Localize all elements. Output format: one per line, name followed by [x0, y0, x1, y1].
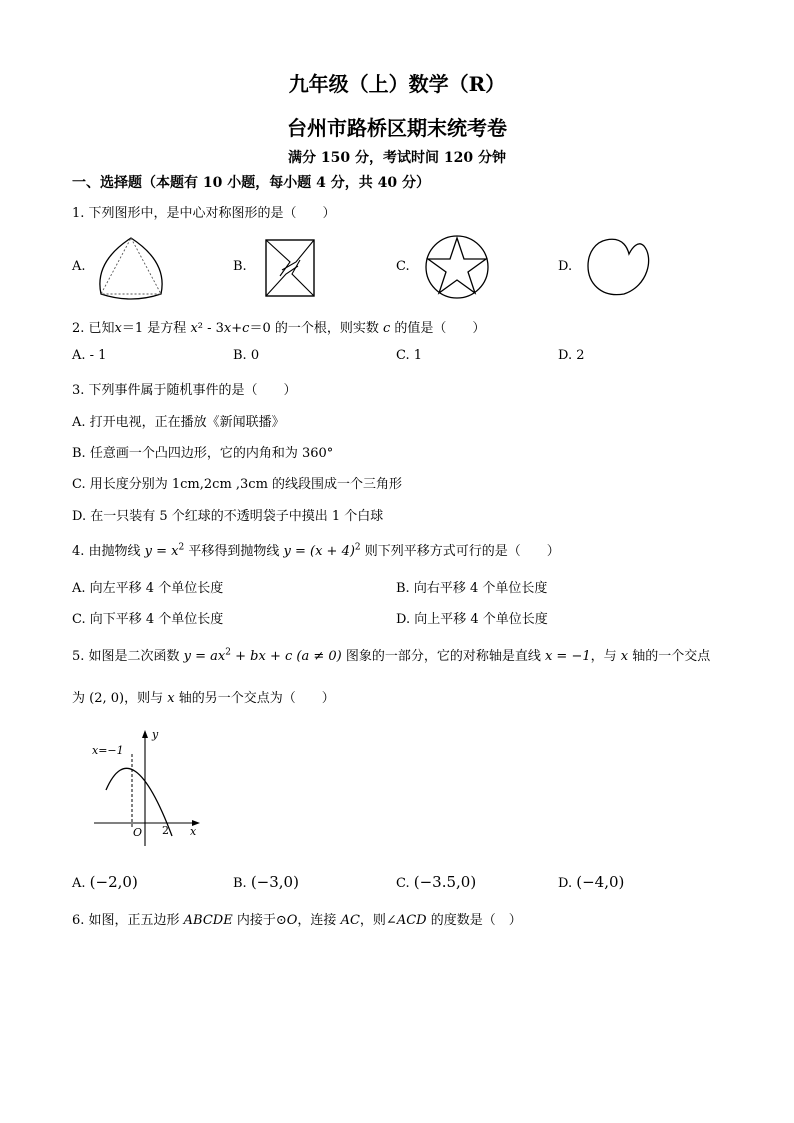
question-6-stem: 6. 如图，正五边形 ABCDE 内接于⊙O，连接 AC，则∠ACD 的度数是（ ）	[72, 913, 522, 928]
question-5-stem-line1: 5. 如图是二次函数 $y = ax^2$ + bx + c (a ≠ 0) 图象的一部分，它的对称轴是直线 x = −1，与 x 轴的一个交点	[72, 647, 711, 664]
q4-option-b: B. 向右平移 4 个单位长度	[396, 581, 548, 596]
symmetry-axis-label: x=−1	[92, 744, 124, 757]
q5-option-d: D. (−4,0)	[558, 873, 625, 891]
question-2-stem: 2. 已知x＝1 是方程 x² - 3x+c＝0 的一个根，则实数 c 的值是（ ）	[72, 321, 486, 336]
q3-option-a: A. 打开电视，正在播放《新闻联播》	[72, 415, 285, 430]
exam-title: 九年级（上）数学（R）	[288, 72, 506, 96]
q5-option-b: B. (−3,0)	[233, 873, 299, 891]
q5-option-c: C. (−3.5,0)	[396, 873, 477, 891]
q3-option-b: B. 任意画一个凸四边形，它的内角和为 360°	[72, 446, 334, 461]
origin-label: O	[133, 826, 143, 839]
q1-option-b: B.	[233, 259, 247, 274]
q4-option-c: C. 向下平移 4 个单位长度	[72, 612, 224, 627]
pinwheel-square-figure	[258, 236, 322, 300]
question-5-stem-line2: 为 (2, 0)，则与 x 轴的另一个交点为（ ）	[72, 691, 335, 706]
y-axis-label: y	[152, 728, 159, 741]
q2-option-a: A. - 1	[72, 348, 107, 363]
intercept-label: 2	[162, 824, 169, 837]
question-4-stem: 4. 由抛物线 $y = x^2$ 平移得到抛物线 $y = (x + 4)^2$ 则下列平移方式可行的是（ ）	[72, 542, 560, 559]
q2-option-d: D. 2	[558, 348, 585, 363]
section-title: 一、选择题（本题有 10 小题，每小题 4 分，共 40 分）	[72, 175, 430, 191]
q3-option-c: C. 用长度分别为 1cm,2cm ,3cm 的线段围成一个三角形	[72, 477, 403, 492]
reuleaux-triangle-figure	[88, 232, 174, 302]
star-in-circle-figure	[424, 234, 490, 300]
q4-option-d: D. 向上平移 4 个单位长度	[396, 612, 548, 627]
q5-option-a: A. (−2,0)	[72, 873, 138, 891]
q1-option-a: A.	[72, 259, 86, 274]
exam-info: 满分 150 分，考试时间 120 分钟	[288, 150, 506, 166]
q1-option-c: C.	[396, 259, 410, 274]
q4-option-a: A. 向左平移 4 个单位长度	[72, 581, 224, 596]
x-axis-label: x	[190, 825, 197, 838]
q3-option-d: D. 在一只装有 5 个红球的不透明袋子中摸出 1 个白球	[72, 509, 384, 524]
question-1-stem: 1. 下列图形中，是中心对称图形的是（ ）	[72, 206, 336, 221]
heart-shape-figure	[584, 236, 650, 298]
q2-option-b: B. 0	[233, 348, 260, 363]
exam-subtitle: 台州市路桥区期末统考卷	[287, 116, 507, 140]
q1-option-d: D.	[558, 259, 573, 274]
parabola-graph-figure	[88, 724, 214, 850]
question-3-stem: 3. 下列事件属于随机事件的是（ ）	[72, 383, 297, 398]
q2-option-c: C. 1	[396, 348, 423, 363]
